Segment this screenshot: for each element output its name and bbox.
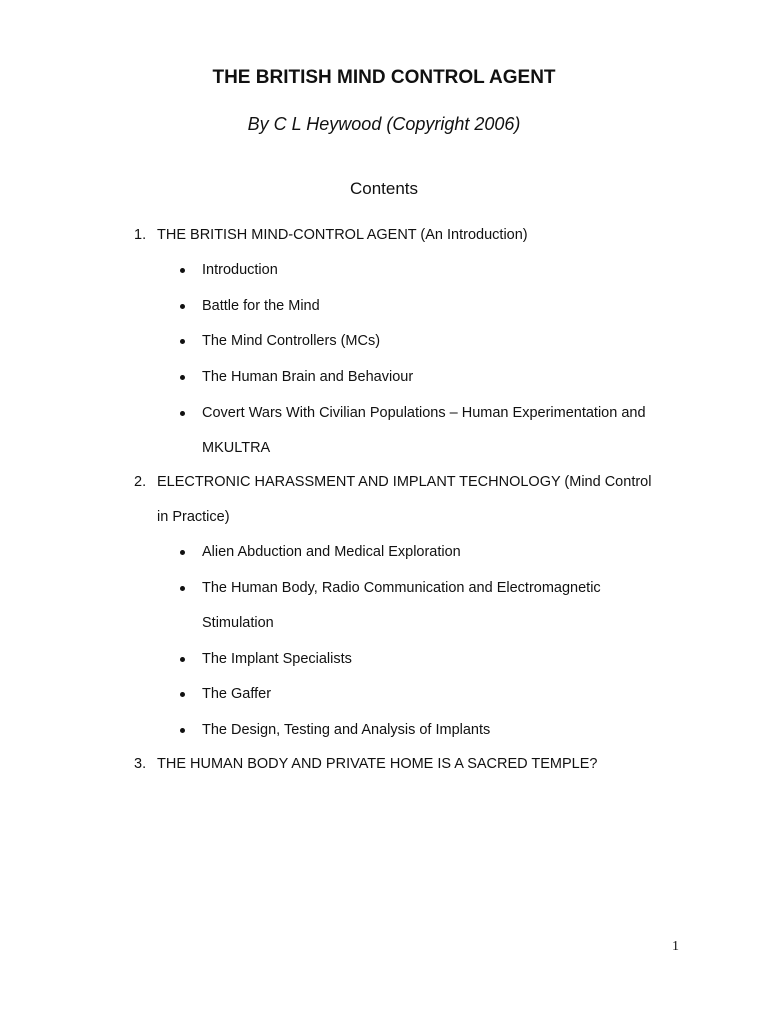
toc-subitem-continuation: Stimulation xyxy=(202,615,274,631)
toc-subitem: Covert Wars With Civilian Populations – Human Experimentation and xyxy=(202,405,646,421)
bullet-icon xyxy=(180,728,185,733)
bullet-icon xyxy=(180,550,185,555)
bullet-icon xyxy=(180,339,185,344)
toc-subitem: The Human Brain and Behaviour xyxy=(202,369,414,385)
toc-section-number: 2. xyxy=(134,474,147,490)
bullet-icon xyxy=(180,586,185,591)
toc-subitem: Introduction xyxy=(202,262,278,278)
toc-section-number: 3. xyxy=(134,756,147,772)
bullet-icon xyxy=(180,268,185,273)
toc-section-title: THE BRITISH MIND-CONTROL AGENT (An Introduction) xyxy=(157,227,528,243)
toc-subitem: Battle for the Mind xyxy=(202,298,320,314)
toc-section-title: THE HUMAN BODY AND PRIVATE HOME IS A SACRED TEMPLE? xyxy=(157,756,598,772)
bullet-icon xyxy=(180,692,185,697)
bullet-icon xyxy=(180,375,185,380)
bullet-icon xyxy=(180,304,185,309)
toc-section-title-continuation: in Practice) xyxy=(157,509,230,525)
bullet-icon xyxy=(180,411,185,416)
toc-subitem: The Mind Controllers (MCs) xyxy=(202,333,381,349)
toc-subitem: The Implant Specialists xyxy=(202,651,352,667)
toc-section-number: 1. xyxy=(134,227,147,243)
document-byline: By C L Heywood (Copyright 2006) xyxy=(247,114,521,134)
toc-subitem-continuation: MKULTRA xyxy=(202,440,271,456)
page-number: 1 xyxy=(672,939,679,954)
toc-section-title: ELECTRONIC HARASSMENT AND IMPLANT TECHNOLOGY (Mind Control xyxy=(157,474,652,490)
toc-subitem: The Design, Testing and Analysis of Implants xyxy=(202,722,491,738)
toc-subitem: Alien Abduction and Medical Exploration xyxy=(202,544,461,560)
toc-subitem: The Human Body, Radio Communication and Electromagnetic xyxy=(202,580,601,596)
bullet-icon xyxy=(180,657,185,662)
contents-heading: Contents xyxy=(349,179,419,198)
document-title: THE BRITISH MIND CONTROL AGENT xyxy=(212,67,556,88)
toc-subitem: The Gaffer xyxy=(202,686,272,702)
